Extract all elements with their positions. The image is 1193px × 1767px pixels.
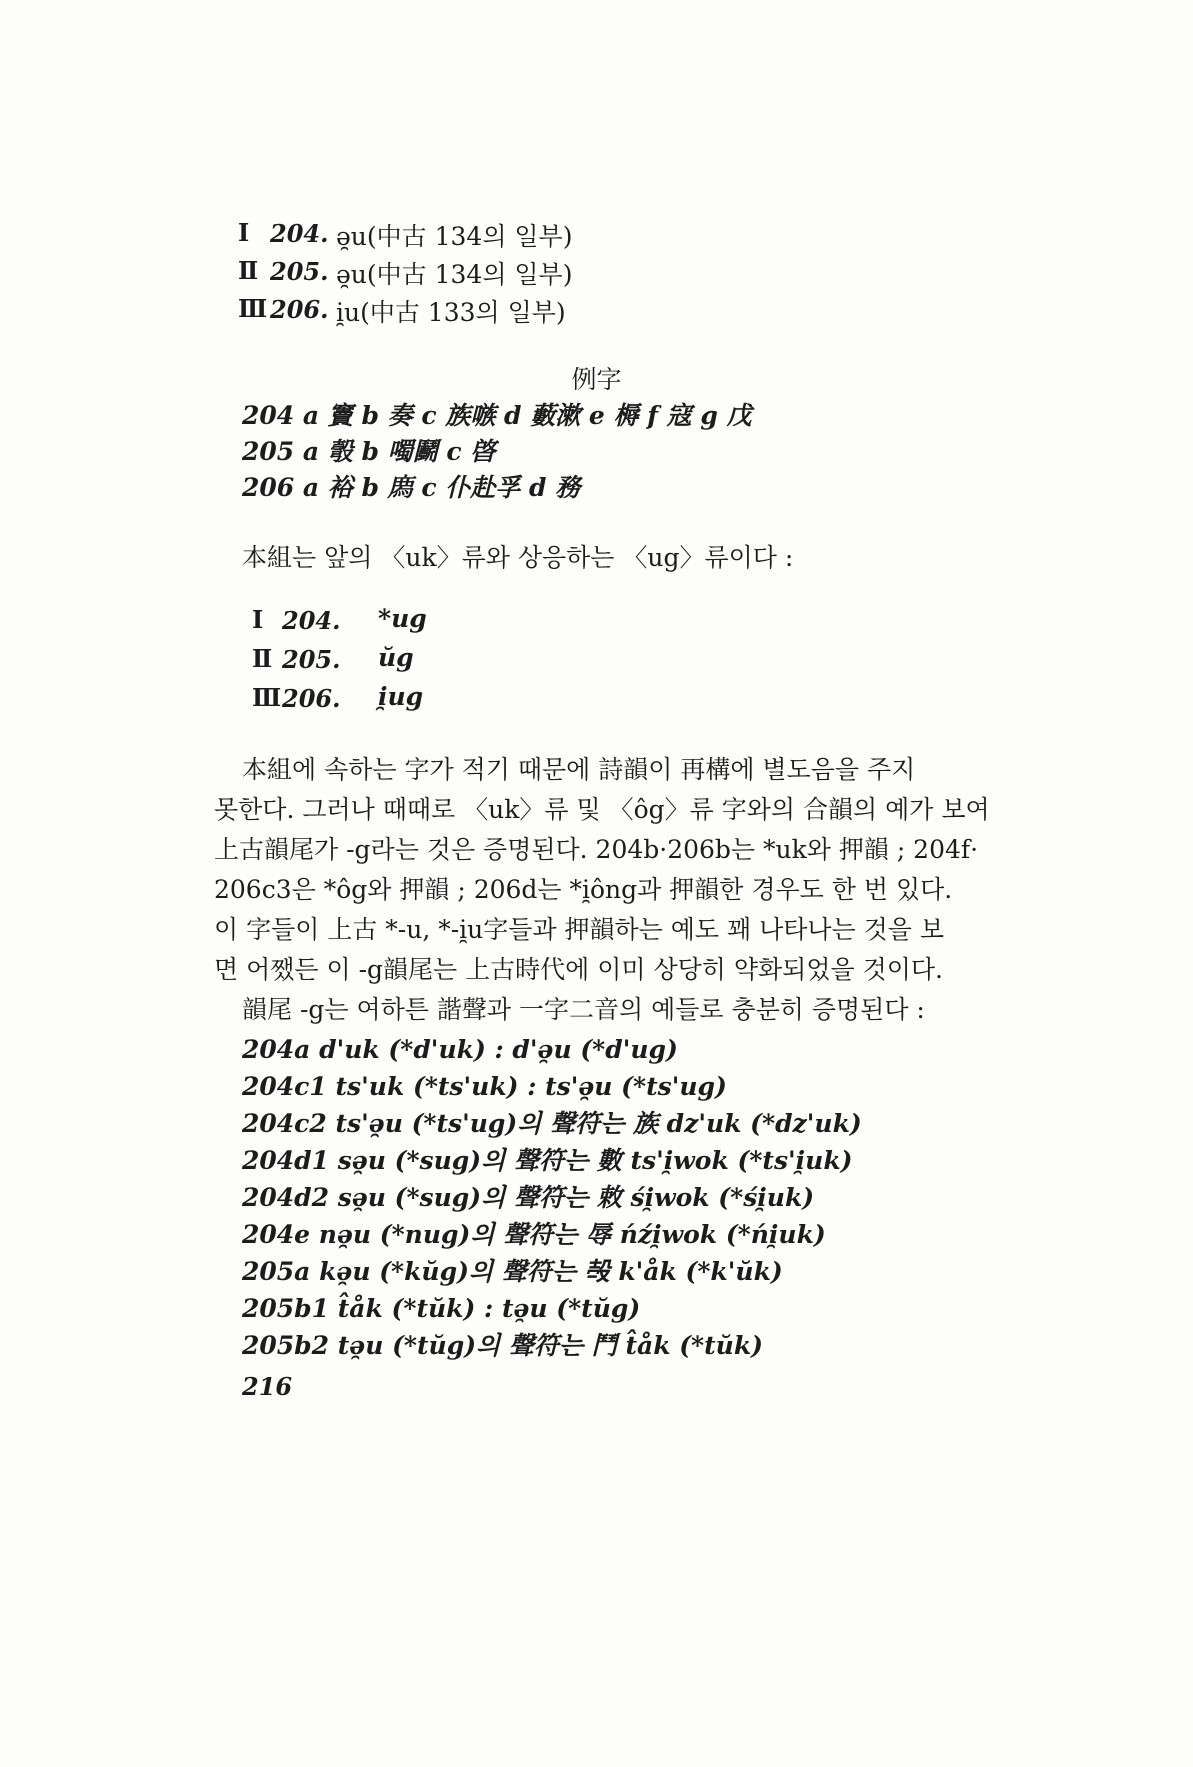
paragraph-line: 韻尾 -g는 여하튼 諧聲과 一字二音의 예들로 충분히 증명된다 : — [242, 995, 925, 1024]
roman-numeral: Ⅱ — [252, 644, 273, 673]
evidence-line: 204a d'uk (*d'uk) : d'ə̯u (*d'ug) — [242, 1035, 678, 1064]
page-number: 216 — [242, 1372, 293, 1401]
paragraph-line: 上古韻尾가 -g라는 것은 증명된다. 204b·206b는 *uk와 押韻 ; 204f· — [214, 835, 979, 864]
body-paragraph — [214, 750, 1040, 1030]
entry-value: ə̯u(中古 134의 일부) — [336, 260, 573, 289]
evidence-line: 205a kə̯u (*kŭg)의 聲符는 𣪊 k'åk (*k'ŭk) — [242, 1257, 783, 1286]
intro-sentence: 本組는 앞의 〈uk〉류와 상응하는 〈ug〉류이다 : — [242, 543, 794, 572]
paragraph-line: 못한다. 그러나 때때로 〈uk〉류 및 〈ôg〉류 字와의 合韻의 예가 보여 — [214, 795, 990, 824]
example-line: 205 a 彀 b 噣鬬 c 晵 — [242, 437, 496, 466]
evidence-line: 204d1 sə̯u (*sug)의 聲符는 數 ts'i̯wok (*ts'i̯uk) — [242, 1146, 853, 1175]
entry-number: 205. — [282, 645, 341, 674]
roman-numeral: Ⅰ — [238, 218, 250, 247]
evidence-line: 205b1 t̂åk (*tŭk) : tə̯u (*tŭg) — [242, 1294, 641, 1323]
evidence-line: 204e nə̯u (*nug)의 聲符는 辱 ńźi̯wok (*ńi̯uk) — [242, 1220, 826, 1249]
entry-value: i̯u(中古 133의 일부) — [336, 298, 566, 327]
examples-title: 例字 — [571, 365, 622, 394]
reconstruction-value: *ug — [378, 604, 427, 633]
paragraph-line: 206c3은 *ôg와 押韻 ; 206d는 *i̯ông과 押韻한 경우도 한 번 있다. — [214, 875, 953, 904]
evidence-line: 204c1 ts'uk (*ts'uk) : ts'ə̯u (*ts'ug) — [242, 1072, 727, 1101]
evidence-line: 204d2 sə̯u (*sug)의 聲符는 敕 śi̯wok (*śi̯uk) — [242, 1183, 815, 1212]
roman-numeral: Ⅲ — [252, 683, 282, 712]
entry-number: 206. — [270, 295, 329, 324]
paragraph-line: 이 字들이 上古 *-u, *-i̯u字들과 押韻하는 예도 꽤 나타나는 것을 보 — [214, 915, 945, 944]
evidence-line: 205b2 tə̯u (*tŭg)의 聲符는 鬥 t̂åk (*tŭk) — [242, 1331, 763, 1360]
entry-number: 204. — [270, 219, 329, 248]
roman-numeral: Ⅰ — [252, 605, 264, 634]
roman-numeral: Ⅱ — [238, 256, 259, 285]
evidence-line: 204c2 ts'ə̯u (*ts'ug)의 聲符는 族 dz'uk (*dz'uk) — [242, 1109, 862, 1138]
entry-value: ə̯u(中古 134의 일부) — [336, 222, 573, 251]
reconstruction-value: ŭg — [378, 643, 414, 672]
entry-number: 205. — [270, 257, 329, 286]
example-line: 204 a 竇 b 奏 c 族嗾 d 藪漱 e 槈 f 寇 g 戊 — [242, 401, 752, 430]
example-line: 206 a 裕 b 𢊁 c 仆赴孚 d 務 — [242, 473, 581, 502]
paragraph-line: 本組에 속하는 字가 적기 때문에 詩韻이 再構에 별도음을 주지 — [242, 755, 916, 784]
roman-numeral: Ⅲ — [238, 294, 268, 323]
paragraph-line: 면 어쨌든 이 -g韻尾는 上古時代에 이미 상당히 약화되었을 것이다. — [214, 955, 943, 984]
entry-number: 206. — [282, 684, 341, 713]
entry-number: 204. — [282, 606, 341, 635]
reconstruction-value: i̯ug — [378, 682, 424, 711]
